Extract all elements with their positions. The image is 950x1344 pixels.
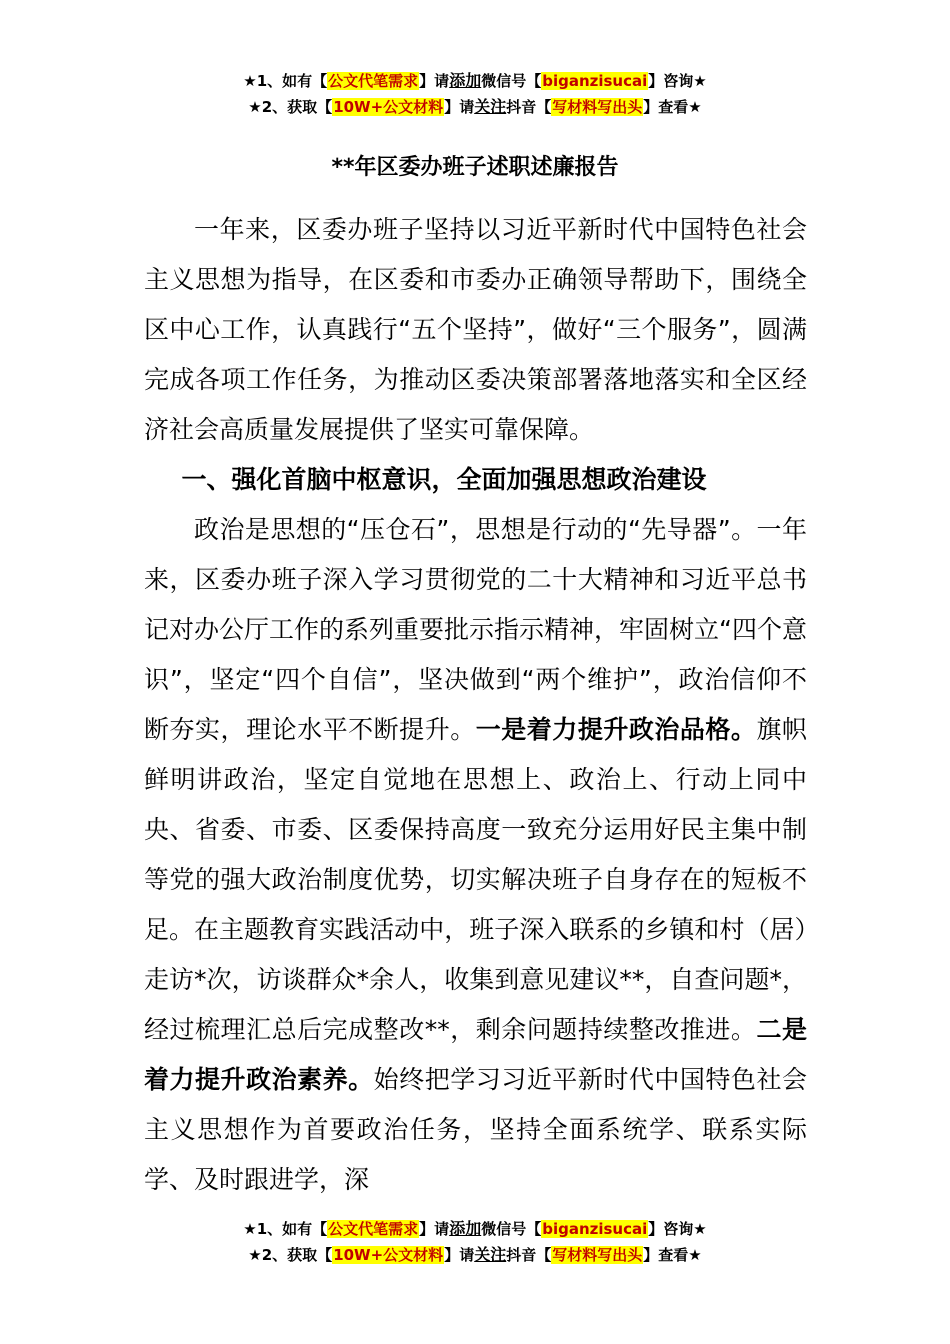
- banner-highlight: 写材料写出头: [552, 98, 643, 116]
- banner-text: 抖音【: [506, 98, 552, 116]
- banner-emphasis: 添加: [449, 1219, 482, 1238]
- section-heading: 一、强化首脑中枢意识，全面加强思想政治建设: [181, 465, 707, 494]
- bold-lead: 一是着力提升政治品格。: [475, 715, 757, 744]
- banner-highlight: 公文代笔需求: [328, 72, 419, 90]
- banner-text: ★2、获取【: [248, 98, 333, 116]
- footer-banner: [0, 1216, 950, 1268]
- banner-text: ★1、如有【: [243, 72, 328, 90]
- banner-line-2: [0, 1242, 950, 1268]
- banner-text: 】请: [444, 1246, 475, 1264]
- paragraph-text: 旗帜鲜明讲政治，坚定自觉地在思想上、政治上、行动上同中央、省委、市委、区委保持高度一致充分运用好民主集中制等党的强大政治制度优势，切实解决班子自身存在的短板不足。在主题教育实践活动中，班子深入联系的乡镇和村（居）走访*次，访谈群众*余人，收集到意见建议**，自查问题*，经过梳理汇总后完成整改**，剩余问题持续整改推进。: [144, 715, 807, 1044]
- banner-text: 】咨询★: [648, 72, 707, 90]
- banner-text: 微信号【: [481, 1220, 542, 1238]
- banner-emphasis: 关注: [474, 1245, 507, 1264]
- section-paragraph: [144, 505, 807, 1205]
- banner-line-1: [0, 1216, 950, 1242]
- banner-emphasis: 添加: [449, 71, 482, 90]
- intro-paragraph: 一年来，区委办班子坚持以习近平新时代中国特色社会主义思想为指导，在区委和市委办正确领导帮助下，围绕全区中心工作，认真践行“五个坚持”，做好“三个服务”，圆满完成各项工作任务，为推动区委决策部署落地落实和全区经济社会高质量发展提供了坚实可靠保障。: [144, 215, 807, 444]
- banner-line-1: [0, 68, 950, 94]
- banner-text: 】请: [419, 72, 450, 90]
- document-title: **年区委办班子述职述廉报告: [331, 155, 619, 180]
- banner-text: 】请: [444, 98, 475, 116]
- banner-highlight: 写材料写出头: [552, 1246, 643, 1264]
- banner-text: ★1、如有【: [243, 1220, 328, 1238]
- banner-highlight: 10W+公文材料: [333, 98, 444, 116]
- banner-highlight: biganzisucai: [542, 1220, 648, 1238]
- banner-text: 】请: [419, 1220, 450, 1238]
- document-body: [144, 205, 807, 1205]
- banner-emphasis: 关注: [474, 97, 507, 116]
- banner-highlight: 公文代笔需求: [328, 1220, 419, 1238]
- banner-text: 】查看★: [643, 1246, 702, 1264]
- paragraph-text: 始终把学习习近平新时代中国特色社会主义思想作为首要政治任务，坚持全面系统学、联系实际学、及时跟进学，深: [144, 1065, 807, 1194]
- banner-text: ★2、获取【: [248, 1246, 333, 1264]
- paragraph-text: 政治是思想的“压仓石”，思想是行动的“先导器”。一年来，区委办班子深入学习贯彻党的二十大精神和习近平总书记对办公厅工作的系列重要批示指示精神，牢固树立“四个意识”，坚定“四个自信”，坚决做到“两个维护”，政治信仰不断夯实，理论水平不断提升。: [144, 515, 807, 744]
- banner-highlight: biganzisucai: [542, 72, 648, 90]
- header-banner: [0, 68, 950, 120]
- banner-highlight: 10W+公文材料: [333, 1246, 444, 1264]
- banner-text: 抖音【: [506, 1246, 552, 1264]
- banner-text: 】查看★: [643, 98, 702, 116]
- banner-text: 】咨询★: [648, 1220, 707, 1238]
- banner-text: 微信号【: [481, 72, 542, 90]
- bold-lead: 二是着力提升政治素养。: [144, 1015, 807, 1094]
- banner-line-2: [0, 94, 950, 120]
